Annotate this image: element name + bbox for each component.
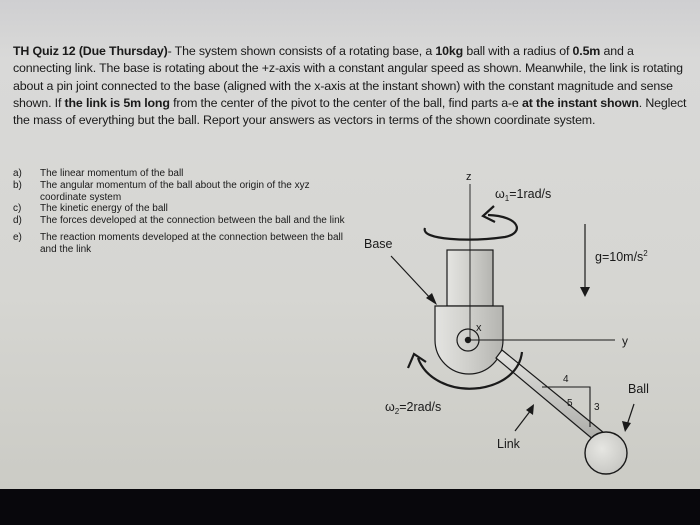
instant-emphasis: at the instant shown <box>521 95 639 110</box>
triangle-horizontal-label: 4 <box>563 374 569 385</box>
part-label: c) <box>13 203 22 215</box>
part-label: d) <box>13 215 22 227</box>
part-label: a) <box>13 168 22 179</box>
problem-statement: TH Quiz 12 (Due Thursday)- The system shown consists of a rotating base, a 10kg ball with a radius of 0.5m and a connecting link. The base is rotating about the +z-axis with a constant angular speed as shown. Meanwhile, the link is rotating about a pin joint connected to the base (aligned with the x-axis at the instant shown) with the constant magnitude and sense shown. If the link is 5m long from the center of the pivot to the center of the ball, find parts a-e at the instant shown. Neglect the mass of everything but the ball. Report your answers as vectors in terms of the shown coordinate system. <box>13 44 687 128</box>
triangle-vertical-label: 3 <box>594 402 600 413</box>
part-text: The reaction moments developed at the connection between the ball and the link <box>40 231 343 255</box>
omega1-rotation-arrow-icon <box>425 206 517 240</box>
ball-label: Ball <box>628 382 649 396</box>
x-axis-label: x <box>476 322 482 334</box>
link-pointer-arrow-icon <box>515 410 531 431</box>
omega2-label: $\omega_2=2rad/s$ <box>385 400 442 416</box>
part-label: b) <box>13 179 22 191</box>
z-axis-label: z <box>466 171 472 183</box>
part-text: The linear momentum of the ball <box>40 168 184 179</box>
ball-pointer-arrow-icon <box>627 404 634 425</box>
part-label: e) <box>13 231 22 243</box>
part-text: The kinetic energy of the ball <box>40 203 168 215</box>
link-bar <box>496 350 609 446</box>
gravity-label: $g=10m/s^2$ <box>595 249 648 264</box>
base-label: Base <box>364 237 393 251</box>
ball-radius: 0.5m <box>572 44 601 58</box>
part-text: The forces developed at the connection between the ball and the link <box>40 215 345 227</box>
base-pointer-arrow-icon <box>391 256 432 300</box>
ball <box>585 432 627 474</box>
omega1-label: $\omega_1=1rad/s$ <box>495 187 552 203</box>
triangle-hypotenuse-label: 5 <box>567 398 573 409</box>
y-axis-label: y <box>622 334 628 348</box>
link-label: Link <box>497 437 520 451</box>
link-length: the link is 5m long <box>64 95 170 110</box>
quiz-title: TH Quiz 12 (Due Thursday) <box>13 44 168 58</box>
ball-mass: 10kg <box>435 44 464 58</box>
monitor-bezel <box>0 489 700 525</box>
part-text: The angular momentum of the ball about the origin of the xyz coordinate system <box>40 179 310 203</box>
